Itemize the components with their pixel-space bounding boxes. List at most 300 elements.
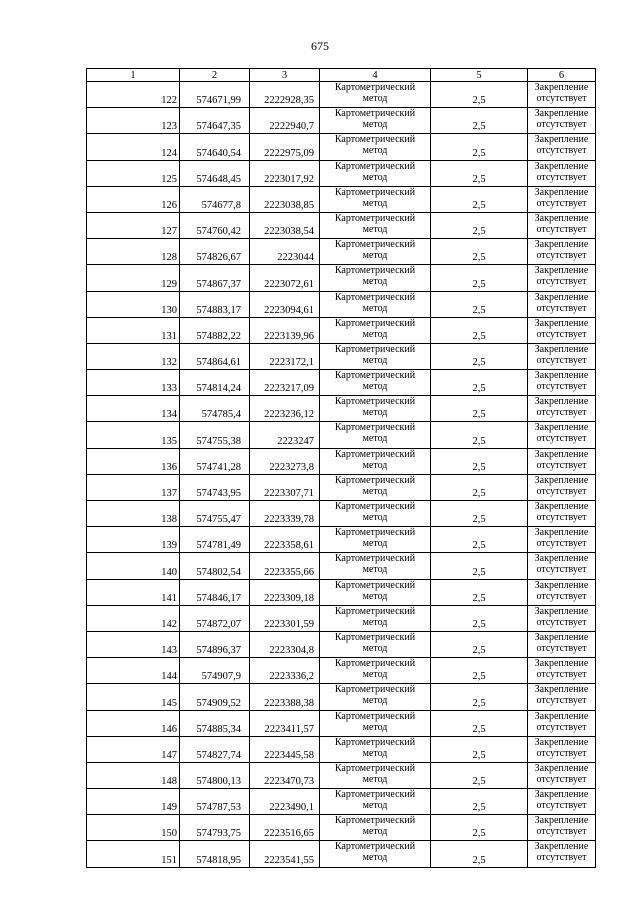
table-row <box>87 134 596 160</box>
table-row <box>87 579 596 605</box>
method-text-line: метод <box>362 223 388 235</box>
method-cell <box>320 448 431 474</box>
method-cell <box>320 474 431 500</box>
method-text-line: Картометрический <box>334 631 416 643</box>
table-body <box>87 69 596 868</box>
fixation-cell <box>528 527 596 553</box>
point-number-cell: 135 <box>87 422 180 448</box>
x-coordinate-cell: 574640,54 <box>180 134 250 160</box>
method-text-line: Картометрический <box>334 762 416 774</box>
method-text-line: метод <box>362 197 388 209</box>
accuracy-cell: 2,5 <box>431 396 528 422</box>
method-text-line: Картометрический <box>334 684 416 696</box>
fixation-text-line: отсутствует <box>536 223 587 235</box>
method-text-line: метод <box>362 564 388 576</box>
x-coordinate-cell: 574885,34 <box>180 710 250 736</box>
x-coordinate-cell: 574785,4 <box>180 396 250 422</box>
method-text-line: метод <box>362 145 388 157</box>
x-coordinate-cell: 574671,99 <box>180 82 250 108</box>
fixation-text-line: отсутствует <box>536 145 587 157</box>
method-text-line: Картометрический <box>334 370 416 382</box>
accuracy-cell: 2,5 <box>431 186 528 212</box>
method-text-line: метод <box>362 276 388 288</box>
point-number-cell: 139 <box>87 527 180 553</box>
method-cell <box>320 160 431 186</box>
method-text-line: Картометрический <box>334 736 416 748</box>
fixation-cell <box>528 631 596 657</box>
method-cell <box>320 82 431 108</box>
method-text-line: метод <box>362 747 388 759</box>
method-cell <box>320 239 431 265</box>
method-text-line: метод <box>362 642 388 654</box>
fixation-cell <box>528 422 596 448</box>
x-coordinate-cell: 574907,9 <box>180 658 250 684</box>
method-text-line: Картометрический <box>334 501 416 512</box>
method-cell <box>320 422 431 448</box>
method-text-line: Картометрический <box>334 658 416 670</box>
header-cell: 1 <box>87 69 180 82</box>
fixation-cell <box>528 553 596 579</box>
table-row <box>87 789 596 815</box>
table-row <box>87 108 596 134</box>
x-coordinate-cell: 574787,53 <box>180 789 250 815</box>
accuracy-cell: 2,5 <box>431 160 528 186</box>
point-number-cell: 146 <box>87 710 180 736</box>
x-coordinate-cell: 574677,8 <box>180 186 250 212</box>
y-coordinate-cell: 2223301,59 <box>250 605 320 631</box>
y-coordinate-cell: 2223217,09 <box>250 370 320 396</box>
x-coordinate-cell: 574648,45 <box>180 160 250 186</box>
method-text-line: метод <box>362 354 388 366</box>
y-coordinate-cell: 2223309,18 <box>250 579 320 605</box>
x-coordinate-cell: 574755,38 <box>180 422 250 448</box>
point-number-cell: 142 <box>87 605 180 631</box>
point-number-cell: 148 <box>87 762 180 788</box>
method-text-line: Картометрический <box>334 186 416 198</box>
accuracy-cell: 2,5 <box>431 317 528 343</box>
point-number-cell: 124 <box>87 134 180 160</box>
method-text-line: Картометрический <box>334 527 416 539</box>
accuracy-cell: 2,5 <box>431 291 528 317</box>
table-row <box>87 422 596 448</box>
point-number-cell: 126 <box>87 186 180 212</box>
table-row <box>87 160 596 186</box>
fixation-text-line: отсутствует <box>536 119 587 131</box>
point-number-cell: 136 <box>87 448 180 474</box>
y-coordinate-cell: 2223388,38 <box>250 684 320 710</box>
fixation-text-line: отсутствует <box>536 276 587 288</box>
method-text-line: метод <box>362 250 388 262</box>
method-text-line: Картометрический <box>334 134 416 146</box>
fixation-cell <box>528 736 596 762</box>
fixation-text-line: отсутствует <box>536 773 587 785</box>
method-cell <box>320 370 431 396</box>
accuracy-cell: 2,5 <box>431 527 528 553</box>
fixation-cell <box>528 317 596 343</box>
x-coordinate-cell: 574827,74 <box>180 736 250 762</box>
table-row <box>87 291 596 317</box>
x-coordinate-cell: 574896,37 <box>180 631 250 657</box>
fixation-text-line: Закрепление <box>534 265 589 277</box>
y-coordinate-cell: 2223236,12 <box>250 396 320 422</box>
method-text-line: метод <box>362 171 388 183</box>
fixation-text-line: отсутствует <box>536 564 587 576</box>
method-text-line: Картометрический <box>334 239 416 251</box>
method-text-line: Картометрический <box>334 265 416 277</box>
point-number-cell: 125 <box>87 160 180 186</box>
method-text-line: метод <box>362 800 388 812</box>
y-coordinate-cell: 2223017,92 <box>250 160 320 186</box>
method-text-line: Картометрический <box>334 710 416 722</box>
fixation-cell <box>528 370 596 396</box>
point-number-cell: 123 <box>87 108 180 134</box>
point-number-cell: 145 <box>87 684 180 710</box>
table-row <box>87 841 596 867</box>
method-cell <box>320 134 431 160</box>
method-text-line: метод <box>362 381 388 393</box>
table-row <box>87 474 596 500</box>
method-text-line: метод <box>362 721 388 733</box>
y-coordinate-cell: 2223307,71 <box>250 474 320 500</box>
y-coordinate-cell: 2223411,57 <box>250 710 320 736</box>
x-coordinate-cell: 574741,28 <box>180 448 250 474</box>
method-cell <box>320 265 431 291</box>
table-header-row <box>87 69 596 82</box>
fixation-cell <box>528 815 596 841</box>
coordinates-table <box>86 68 596 868</box>
method-cell <box>320 762 431 788</box>
y-coordinate-cell: 2223172,1 <box>250 343 320 369</box>
method-cell <box>320 684 431 710</box>
point-number-cell: 127 <box>87 212 180 238</box>
y-coordinate-cell: 2223247 <box>250 422 320 448</box>
x-coordinate-cell: 574814,24 <box>180 370 250 396</box>
accuracy-cell: 2,5 <box>431 239 528 265</box>
fixation-text-line: Закрепление <box>534 553 589 565</box>
table-row <box>87 762 596 788</box>
table-row <box>87 265 596 291</box>
fixation-text-line: отсутствует <box>536 800 587 812</box>
fixation-text-line: Закрепление <box>534 474 589 486</box>
fixation-cell <box>528 265 596 291</box>
method-cell <box>320 605 431 631</box>
table-row <box>87 710 596 736</box>
y-coordinate-cell: 2223355,66 <box>250 553 320 579</box>
x-coordinate-cell: 574760,42 <box>180 212 250 238</box>
method-cell <box>320 291 431 317</box>
fixation-text-line: отсутствует <box>536 538 587 550</box>
method-cell <box>320 212 431 238</box>
x-coordinate-cell: 574647,35 <box>180 108 250 134</box>
fixation-text-line: Закрепление <box>534 239 589 251</box>
fixation-cell <box>528 789 596 815</box>
table-row <box>87 343 596 369</box>
fixation-text-line: Закрепление <box>534 370 589 382</box>
method-cell <box>320 527 431 553</box>
y-coordinate-cell: 2223044 <box>250 239 320 265</box>
point-number-cell: 149 <box>87 789 180 815</box>
accuracy-cell: 2,5 <box>431 579 528 605</box>
accuracy-cell: 2,5 <box>431 108 528 134</box>
method-text-line: Картометрический <box>334 553 416 565</box>
point-number-cell: 144 <box>87 658 180 684</box>
x-coordinate-cell: 574882,22 <box>180 317 250 343</box>
table-row <box>87 527 596 553</box>
accuracy-cell: 2,5 <box>431 134 528 160</box>
fixation-text-line: Закрепление <box>534 160 589 172</box>
fixation-text-line: Закрепление <box>534 527 589 539</box>
fixation-cell <box>528 474 596 500</box>
fixation-cell <box>528 291 596 317</box>
fixation-text-line: отсутствует <box>536 485 587 497</box>
x-coordinate-cell: 574826,67 <box>180 239 250 265</box>
fixation-cell <box>528 501 596 527</box>
method-text-line: метод <box>362 407 388 419</box>
fixation-text-line: Закрепление <box>534 186 589 198</box>
method-text-line: метод <box>362 538 388 550</box>
fixation-text-line: Закрепление <box>534 396 589 408</box>
method-cell <box>320 841 431 867</box>
fixation-text-line: Закрепление <box>534 684 589 696</box>
table-row <box>87 605 596 631</box>
point-number-cell: 141 <box>87 579 180 605</box>
method-cell <box>320 815 431 841</box>
fixation-text-line: Закрепление <box>534 108 589 120</box>
table-row <box>87 684 596 710</box>
method-text-line: метод <box>362 852 388 864</box>
method-text-line: Картометрический <box>334 579 416 591</box>
y-coordinate-cell: 2223490,1 <box>250 789 320 815</box>
x-coordinate-cell: 574800,13 <box>180 762 250 788</box>
fixation-text-line: отсутствует <box>536 852 587 864</box>
fixation-text-line: отсутствует <box>536 354 587 366</box>
fixation-cell <box>528 212 596 238</box>
fixation-cell <box>528 239 596 265</box>
point-number-cell: 129 <box>87 265 180 291</box>
x-coordinate-cell: 574818,95 <box>180 841 250 867</box>
y-coordinate-cell: 2223038,85 <box>250 186 320 212</box>
fixation-cell <box>528 186 596 212</box>
method-text-line: Картометрический <box>334 317 416 329</box>
y-coordinate-cell: 2223038,54 <box>250 212 320 238</box>
method-text-line: Картометрический <box>334 396 416 408</box>
method-cell <box>320 736 431 762</box>
fixation-cell <box>528 396 596 422</box>
y-coordinate-cell: 2223516,65 <box>250 815 320 841</box>
table-row <box>87 815 596 841</box>
x-coordinate-cell: 574872,07 <box>180 605 250 631</box>
method-text-line: Картометрический <box>334 291 416 303</box>
method-cell <box>320 108 431 134</box>
table-row <box>87 553 596 579</box>
y-coordinate-cell: 2222975,09 <box>250 134 320 160</box>
method-cell <box>320 789 431 815</box>
method-text-line: Картометрический <box>334 422 416 434</box>
point-number-cell: 143 <box>87 631 180 657</box>
fixation-text-line: отсутствует <box>536 826 587 838</box>
accuracy-cell: 2,5 <box>431 474 528 500</box>
fixation-text-line: отсутствует <box>536 250 587 262</box>
table-row <box>87 317 596 343</box>
accuracy-cell: 2,5 <box>431 684 528 710</box>
accuracy-cell: 2,5 <box>431 762 528 788</box>
y-coordinate-cell: 2223470,73 <box>250 762 320 788</box>
table-row <box>87 658 596 684</box>
method-text-line: метод <box>362 93 388 104</box>
fixation-cell <box>528 684 596 710</box>
point-number-cell: 151 <box>87 841 180 867</box>
fixation-text-line: отсутствует <box>536 512 587 523</box>
point-number-cell: 131 <box>87 317 180 343</box>
header-cell: 4 <box>320 69 431 82</box>
fixation-text-line: отсутствует <box>536 171 587 183</box>
table-row <box>87 186 596 212</box>
fixation-text-line: отсутствует <box>536 407 587 419</box>
accuracy-cell: 2,5 <box>431 553 528 579</box>
fixation-text-line: Закрепление <box>534 343 589 355</box>
fixation-cell <box>528 160 596 186</box>
method-cell <box>320 501 431 527</box>
point-number-cell: 132 <box>87 343 180 369</box>
accuracy-cell: 2,5 <box>431 448 528 474</box>
fixation-text-line: отсутствует <box>536 302 587 314</box>
fixation-text-line: Закрепление <box>534 631 589 643</box>
fixation-text-line: Закрепление <box>534 134 589 146</box>
fixation-text-line: отсутствует <box>536 433 587 445</box>
fixation-text-line: Закрепление <box>534 762 589 774</box>
method-text-line: Картометрический <box>334 160 416 172</box>
method-text-line: Картометрический <box>334 789 416 801</box>
method-text-line: Картометрический <box>334 448 416 460</box>
point-number-cell: 130 <box>87 291 180 317</box>
x-coordinate-cell: 574781,49 <box>180 527 250 553</box>
table-row <box>87 239 596 265</box>
fixation-text-line: отсутствует <box>536 669 587 681</box>
fixation-text-line: отсутствует <box>536 459 587 471</box>
y-coordinate-cell: 2222928,35 <box>250 82 320 108</box>
accuracy-cell: 2,5 <box>431 265 528 291</box>
x-coordinate-cell: 574867,37 <box>180 265 250 291</box>
accuracy-cell: 2,5 <box>431 815 528 841</box>
method-text-line: метод <box>362 119 388 131</box>
accuracy-cell: 2,5 <box>431 82 528 108</box>
y-coordinate-cell: 2223273,8 <box>250 448 320 474</box>
x-coordinate-cell: 574743,95 <box>180 474 250 500</box>
fixation-text-line: Закрепление <box>534 448 589 460</box>
x-coordinate-cell: 574846,17 <box>180 579 250 605</box>
table-row <box>87 370 596 396</box>
y-coordinate-cell: 2223445,58 <box>250 736 320 762</box>
accuracy-cell: 2,5 <box>431 370 528 396</box>
table-row <box>87 82 596 108</box>
method-cell <box>320 317 431 343</box>
method-text-line: метод <box>362 485 388 497</box>
method-text-line: Картометрический <box>334 605 416 617</box>
method-text-line: метод <box>362 302 388 314</box>
fixation-text-line: Закрепление <box>534 841 589 853</box>
method-text-line: метод <box>362 669 388 681</box>
fixation-text-line: Закрепление <box>534 710 589 722</box>
fixation-text-line: отсутствует <box>536 721 587 733</box>
fixation-text-line: Закрепление <box>534 789 589 801</box>
fixation-text-line: отсутствует <box>536 590 587 602</box>
point-number-cell: 138 <box>87 501 180 527</box>
fixation-cell <box>528 343 596 369</box>
method-text-line: метод <box>362 433 388 445</box>
table-row <box>87 501 596 527</box>
accuracy-cell: 2,5 <box>431 841 528 867</box>
method-text-line: Картометрический <box>334 474 416 486</box>
fixation-text-line: отсутствует <box>536 328 587 340</box>
fixation-cell <box>528 448 596 474</box>
x-coordinate-cell: 574909,52 <box>180 684 250 710</box>
fixation-cell <box>528 658 596 684</box>
point-number-cell: 140 <box>87 553 180 579</box>
fixation-cell <box>528 762 596 788</box>
method-text-line: метод <box>362 590 388 602</box>
y-coordinate-cell: 2223541,55 <box>250 841 320 867</box>
fixation-cell <box>528 605 596 631</box>
method-text-line: метод <box>362 826 388 838</box>
accuracy-cell: 2,5 <box>431 736 528 762</box>
method-cell <box>320 579 431 605</box>
accuracy-cell: 2,5 <box>431 710 528 736</box>
x-coordinate-cell: 574802,54 <box>180 553 250 579</box>
table-row <box>87 736 596 762</box>
method-text-line: метод <box>362 328 388 340</box>
method-text-line: метод <box>362 512 388 523</box>
method-cell <box>320 710 431 736</box>
point-number-cell: 128 <box>87 239 180 265</box>
fixation-text-line: Закрепление <box>534 422 589 434</box>
accuracy-cell: 2,5 <box>431 343 528 369</box>
table-row <box>87 448 596 474</box>
table-row <box>87 631 596 657</box>
accuracy-cell: 2,5 <box>431 631 528 657</box>
accuracy-cell: 2,5 <box>431 605 528 631</box>
accuracy-cell: 2,5 <box>431 658 528 684</box>
fixation-cell <box>528 82 596 108</box>
fixation-text-line: отсутствует <box>536 642 587 654</box>
fixation-text-line: отсутствует <box>536 93 587 104</box>
method-text-line: Картометрический <box>334 108 416 120</box>
method-text-line: Картометрический <box>334 343 416 355</box>
method-text-line: Картометрический <box>334 82 416 93</box>
header-cell: 3 <box>250 69 320 82</box>
table-row <box>87 396 596 422</box>
method-cell <box>320 343 431 369</box>
point-number-cell: 133 <box>87 370 180 396</box>
y-coordinate-cell: 2223094,61 <box>250 291 320 317</box>
fixation-text-line: Закрепление <box>534 501 589 512</box>
method-text-line: метод <box>362 459 388 471</box>
accuracy-cell: 2,5 <box>431 789 528 815</box>
accuracy-cell: 2,5 <box>431 422 528 448</box>
fixation-text-line: отсутствует <box>536 695 587 707</box>
fixation-text-line: Закрепление <box>534 579 589 591</box>
header-cell: 5 <box>431 69 528 82</box>
x-coordinate-cell: 574793,75 <box>180 815 250 841</box>
method-cell <box>320 658 431 684</box>
fixation-text-line: Закрепление <box>534 658 589 670</box>
method-text-line: метод <box>362 773 388 785</box>
method-text-line: метод <box>362 695 388 707</box>
fixation-cell <box>528 134 596 160</box>
y-coordinate-cell: 2223304,8 <box>250 631 320 657</box>
method-cell <box>320 553 431 579</box>
fixation-text-line: отсутствует <box>536 197 587 209</box>
header-cell: 6 <box>528 69 596 82</box>
